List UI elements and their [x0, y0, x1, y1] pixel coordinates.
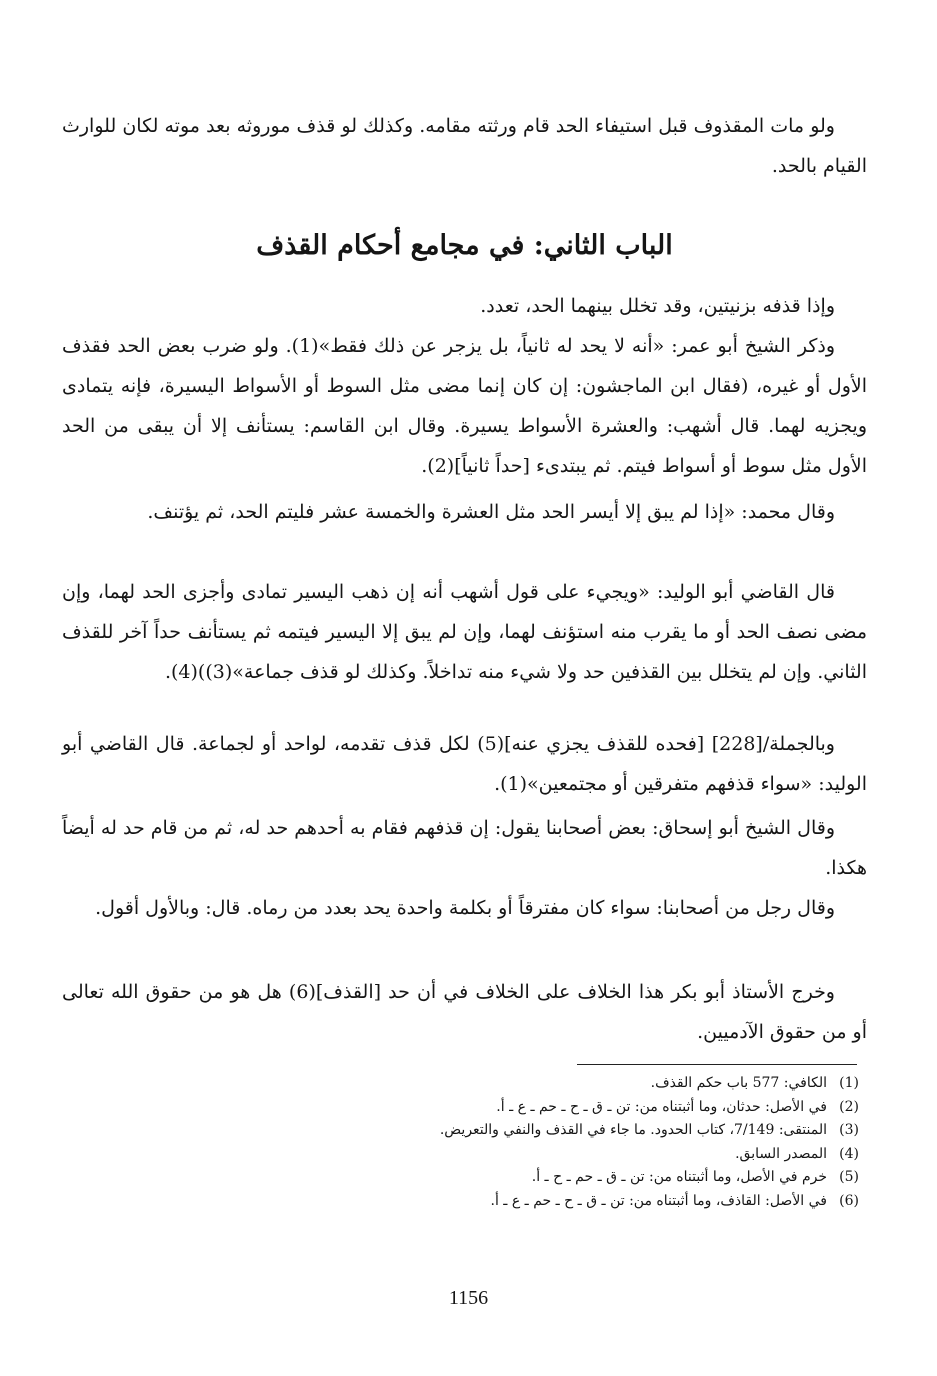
footnote-number: (5): [839, 1169, 859, 1185]
footnote-text: الكافي: 577 باب حكم القذف.: [650, 1075, 827, 1091]
chapter-heading: الباب الثاني: في مجامع أحكام القذف: [256, 230, 673, 261]
footnote-divider: [577, 1064, 857, 1065]
footnotes-list: [62, 1072, 859, 1213]
footnote-text: في الأصل: حدثان، وما أثبتناه من: تن ـ ق ـ ح ـ حم ـ ع ـ أ.: [496, 1098, 827, 1115]
paragraph-heirs-rights: ولو مات المقذوف قبل استيفاء الحد قام ورثته مقامه. وكذلك لو قذف موروثه بعد موته لكان للوارث القيام بالحد.: [62, 115, 867, 177]
footnote-item: [62, 1190, 859, 1214]
footnote-item: [62, 1119, 859, 1143]
paragraph-abu-bakr: وخرج الأستاذ أبو بكر هذا الخلاف على الخلاف في أن حد [القذف](6) هل هو من حقوق الله تعالى أو من حقوق الآدميين.: [62, 981, 867, 1043]
paragraph-two-accusations: وإذا قذفه بزنيتين، وقد تخلل بينهما الحد، تعدد.: [480, 295, 835, 317]
footnote-item: [62, 1166, 859, 1190]
footnote-text: المنتقى: 7/149، كتاب الحدود. ما جاء في القذف والنفي والتعريض.: [439, 1122, 827, 1138]
footnote-text: خرم في الأصل، وما أثبتناه من: تن ـ ق ـ حم ـ ح ـ أ.: [531, 1169, 827, 1185]
footnote-item: [62, 1096, 859, 1120]
paragraph-abu-ishaq: وقال الشيخ أبو إسحاق: بعض أصحابنا يقول: إن قذفهم فقام به أحدهم حد له، ثم من قام حد له أيضاً هكذا.: [62, 817, 867, 879]
footnote-number: (3): [839, 1122, 859, 1138]
paragraph-abu-umar: وذكر الشيخ أبو عمر: «أنه لا يحد له ثانياً، بل يزجر عن ذلك فقط»(1). ولو ضرب بعض الحد فقذف الأول أو غيره، (فقال ابن الماجشون: إن كان إنما مضى مثل السوط أو الأسواط اليسيرة، فإنه يتمادى ويجزيه لهما. قال أشهب: والعشرة الأسواط يسيرة. وقال ابن القاسم: يستأنف إلا أن يبقى من الحد الأول مثل سوط أو أسواط فيتم. ثم يبتدىء [حداً ثانياً](2).: [62, 335, 867, 477]
footnote-number: (1): [839, 1075, 859, 1091]
page-number: 1156: [448, 1287, 489, 1309]
paragraph-abu-al-walid: قال القاضي أبو الوليد: «ويجيء على قول أشهب أنه إن ذهب اليسير تمادى وأجزى الحد لهما، وإن مضى نصف الحد أو ما يقرب منه استؤنف لهما، وإن لم يبق إلا اليسير فيتمه ثم يستأنف حداً آخر للقذف الثاني. وإن لم يتخلل بين القذفين حد ولا شيء منه تداخلاً. وكذلك لو قذف جماعة»(3))(4).: [62, 581, 867, 683]
footnote-item: [62, 1143, 859, 1167]
paragraph-muhammad: وقال محمد: «إذا لم يبق إلا أيسر الحد مثل العشرة والخمسة عشر فليتم الحد، ثم يؤتنف.: [147, 501, 835, 523]
paragraph-in-summary: وبالجملة/[228] [فحده للقذف يجزي عنه](5) لكل قذف تقدمه، لواحد أو لجماعة. قال القاضي أبو الوليد: «سواء قذفهم متفرقين أو مجتمعين»(1).: [62, 733, 867, 795]
footnote-text: المصدر السابق.: [735, 1145, 827, 1162]
paragraph-companion: وقال رجل من أصحابنا: سواء كان مفترقاً أو بكلمة واحدة يحد بعدد من رماه. قال: وبالأول أقول.: [95, 897, 835, 919]
footnote-number: (4): [839, 1145, 859, 1162]
footnote-text: في الأصل: القاذف، وما أثبتناه من: تن ـ ق ـ ح ـ حم ـ ع ـ أ.: [490, 1192, 827, 1209]
footnote-number: (2): [839, 1098, 859, 1115]
footnote-item: [62, 1072, 859, 1096]
footnote-number: (6): [839, 1192, 859, 1209]
